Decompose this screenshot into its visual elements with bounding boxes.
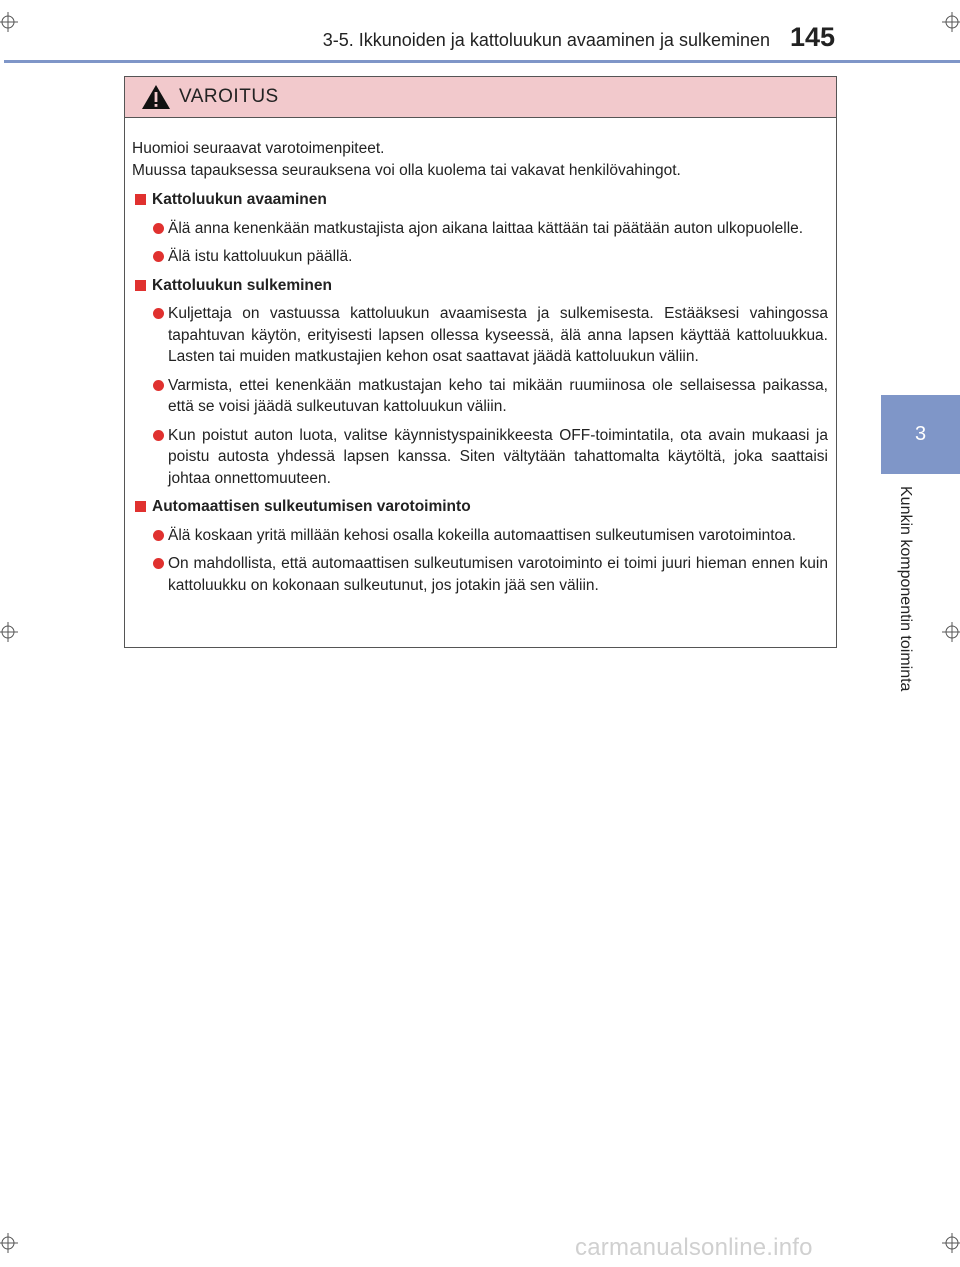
chapter-number: 3	[914, 423, 927, 445]
chapter-tab	[881, 395, 960, 474]
header-rule	[4, 60, 960, 63]
bullet-item	[153, 375, 828, 418]
intro-line: Huomioi seuraavat varotoimenpiteet.	[132, 140, 385, 157]
round-bullet-icon	[153, 430, 164, 441]
bullet-text: Kuljettaja on vastuussa kattoluukun avaamisesta ja sulkemisesta. Estääksesi vahingossa tapahtuvan käytön, erityisesti lapsen ollessa kyseessä, älä anna lapsen käyttää kattoluukkua. Lasten tai muiden matkustajien kehon osat saattavat jäädä kattoluukun väliin.	[168, 305, 828, 365]
section-heading	[132, 275, 828, 297]
section-heading-text: Automaattisen sulkeutumisen varotoiminto	[152, 498, 471, 515]
section-heading	[132, 496, 828, 518]
bullet-item	[153, 553, 828, 596]
page-number: 145	[790, 22, 836, 52]
crop-mark-icon	[942, 622, 960, 642]
chapter-title: Kunkin komponentin toiminta	[897, 486, 914, 692]
section-heading	[132, 189, 828, 211]
warning-triangle-icon	[141, 84, 171, 110]
bullet-text: On mahdollista, että automaattisen sulkeutumisen varotoiminto ei toimi juuri hieman ennen kuin kattoluukku on kokonaan sulkeutunut, jos jotakin jää sen väliin.	[168, 555, 828, 594]
warning-box	[124, 76, 837, 648]
section-heading-text: Kattoluukun sulkeminen	[152, 276, 332, 294]
round-bullet-icon	[153, 308, 164, 319]
warning-label: VAROITUS	[179, 86, 279, 107]
bullet-item	[153, 218, 828, 240]
bullet-text: Älä anna kenenkään matkustajista ajon aikana laittaa kättään tai päätään auton ulkopuolelle.	[168, 219, 804, 237]
bullet-item	[153, 246, 828, 268]
square-bullet-icon	[135, 280, 146, 291]
round-bullet-icon	[153, 530, 164, 541]
crop-mark-icon	[0, 12, 18, 32]
round-bullet-icon	[153, 223, 164, 234]
intro-line: Muussa tapauksessa seurauksena voi olla kuolema tai vakavat henkilövahingot.	[132, 161, 681, 179]
bullet-item	[153, 425, 828, 490]
crop-mark-icon	[0, 1233, 18, 1253]
watermark: carmanualsonline.info	[575, 1234, 813, 1261]
section-title: 3-5. Ikkunoiden ja kattoluukun avaaminen ja sulkeminen	[322, 30, 770, 50]
crop-mark-icon	[942, 12, 960, 32]
bullet-text: Älä koskaan yritä millään kehosi osalla kokeilla automaattisen sulkeutumisen varotoimintoa.	[168, 526, 797, 544]
warning-header	[125, 77, 836, 118]
bullet-text: Älä istu kattoluukun päällä.	[168, 248, 353, 265]
warning-intro	[132, 138, 828, 181]
bullet-text: Kun poistut auton luota, valitse käynnistyspainikkeesta OFF-toimintatila, ota avain mukaasi ja poistu autosta yhdessä lapsen kanssa. Siten vältytään tahattomalta käytöltä, joka saattaisi johtaa onnettomuuteen.	[168, 426, 828, 487]
round-bullet-icon	[153, 380, 164, 391]
bullet-item	[153, 303, 828, 368]
crop-mark-icon	[942, 1233, 960, 1253]
warning-body	[125, 118, 836, 596]
square-bullet-icon	[135, 501, 146, 512]
round-bullet-icon	[153, 558, 164, 569]
round-bullet-icon	[153, 251, 164, 262]
bullet-text: Varmista, ettei kenenkään matkustajan keho tai mikään ruumiinosa ole sellaisessa paikassa, että se voisi jäädä sulkeutuvan kattoluukun väliin.	[168, 376, 828, 415]
crop-mark-icon	[0, 622, 18, 642]
square-bullet-icon	[135, 194, 146, 205]
section-heading-text: Kattoluukun avaaminen	[152, 191, 327, 208]
bullet-item	[153, 525, 828, 547]
